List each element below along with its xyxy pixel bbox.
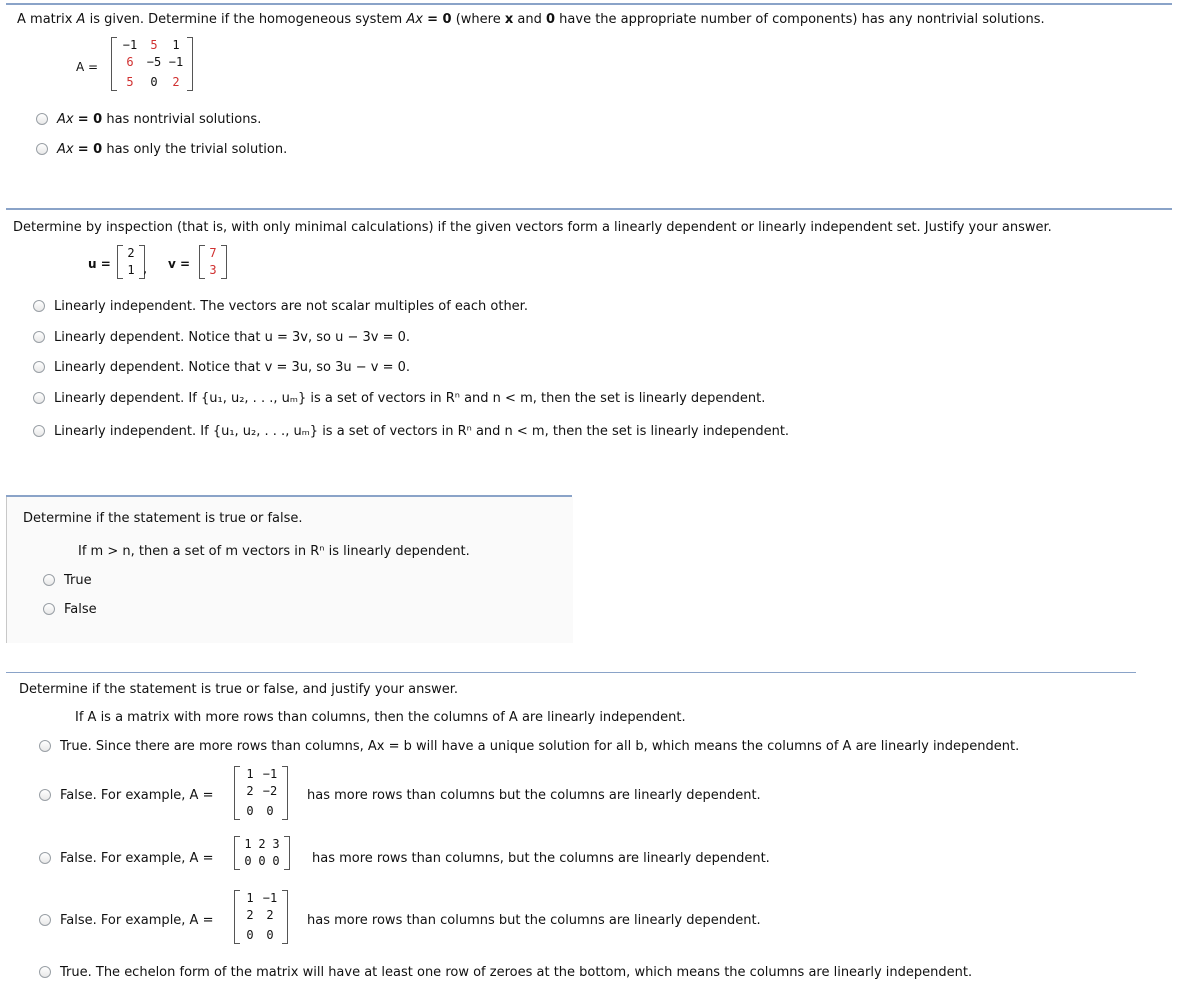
cell: 0 <box>272 854 280 868</box>
cell: 2 <box>246 908 254 922</box>
q1-m-0-1: 5 <box>150 38 158 52</box>
radio-icon[interactable] <box>39 789 51 801</box>
q3-option-true[interactable]: True <box>43 573 92 588</box>
radio-icon[interactable] <box>33 392 45 404</box>
q2-v-0: 7 <box>209 246 217 260</box>
q3-top-rule <box>6 495 572 497</box>
q1-m-0-2: 1 <box>172 38 180 52</box>
radio-icon[interactable] <box>36 113 48 125</box>
q4-prompt: Determine if the statement is true or false, and justify your answer. <box>19 682 459 697</box>
q3-prompt: Determine if the statement is true or false. <box>23 511 303 526</box>
radio-icon[interactable] <box>39 740 51 752</box>
q2-v-vector <box>199 245 227 279</box>
cell: 2 <box>246 784 254 798</box>
q1-m-2-2: 2 <box>172 75 180 89</box>
q3-statement: If m > n, then a set of m vectors in Rⁿ is linearly dependent. <box>78 544 470 559</box>
q1-m-2-0: 5 <box>126 75 134 89</box>
q1-matrix <box>111 37 193 91</box>
q2-v-1: 3 <box>209 263 217 277</box>
q2-option-4[interactable]: Linearly dependent. If {u₁, u₂, . . ., uₘ} is a set of vectors in Rⁿ and n < m, then the set is linearly dependent. <box>33 391 765 406</box>
q1-m-1-2: −1 <box>168 55 184 69</box>
q1-option-nontrivial[interactable]: Ax = 0 has nontrivial solutions. <box>36 112 261 127</box>
cell: 0 <box>266 928 274 942</box>
q2-top-rule <box>6 208 1172 210</box>
q1-m-2-1: 0 <box>150 75 158 89</box>
q4-option-3-suffix: has more rows than columns, but the columns are linearly dependent. <box>312 851 770 866</box>
q2-option-3[interactable]: Linearly dependent. Notice that v = 3u, so 3u − v = 0. <box>33 360 410 375</box>
q4-matrix-4 <box>234 890 288 944</box>
cell: 0 <box>258 854 266 868</box>
q2-comma: , <box>143 262 148 277</box>
q4-matrix-2 <box>234 766 288 820</box>
q4-option-2-suffix: has more rows than columns but the columns are linearly dependent. <box>307 788 761 803</box>
q2-u-vector <box>117 245 148 279</box>
radio-icon[interactable] <box>33 331 45 343</box>
cell: 0 <box>246 804 254 818</box>
q4-option-1[interactable]: True. Since there are more rows than columns, Ax = b will have a unique solution for all b, which means the columns of A are linearly independent. <box>39 739 1019 754</box>
q1-top-rule <box>6 3 1172 5</box>
q2-option-1[interactable]: Linearly independent. The vectors are not scalar multiples of each other. <box>33 299 528 314</box>
q2-option-5[interactable]: Linearly independent. If {u₁, u₂, . . ., uₘ} is a set of vectors in Rⁿ and n < m, then the set is linearly independent. <box>33 424 789 439</box>
q1-matrix-label: A = <box>76 60 99 74</box>
q4-option-5[interactable]: True. The echelon form of the matrix will have at least one row of zeroes at the bottom, which means the columns are linearly independent. <box>39 965 972 980</box>
q1-m-1-0: 6 <box>126 55 134 69</box>
cell: −2 <box>262 784 278 798</box>
cell: 1 <box>246 891 254 905</box>
radio-icon[interactable] <box>39 914 51 926</box>
cell: 3 <box>272 837 280 851</box>
q4-top-rule <box>6 672 1136 673</box>
cell: 1 <box>244 837 252 851</box>
q4-option-3[interactable]: False. For example, A = <box>39 851 213 866</box>
radio-icon[interactable] <box>33 425 45 437</box>
cell: −1 <box>262 767 278 781</box>
cell: −1 <box>262 891 278 905</box>
q4-option-4-suffix: has more rows than columns but the columns are linearly dependent. <box>307 913 761 928</box>
cell: 1 <box>246 767 254 781</box>
radio-icon[interactable] <box>36 143 48 155</box>
cell: 2 <box>258 837 266 851</box>
radio-icon[interactable] <box>33 361 45 373</box>
q4-matrix-3 <box>234 836 290 870</box>
q3-option-false[interactable]: False <box>43 602 97 617</box>
q2-v-label: v = <box>168 257 191 271</box>
cell: 0 <box>266 804 274 818</box>
q2-option-2[interactable]: Linearly dependent. Notice that u = 3v, so u − 3v = 0. <box>33 330 410 345</box>
q1-option-trivial[interactable]: Ax = 0 has only the trivial solution. <box>36 142 287 157</box>
q1-m-0-0: −1 <box>122 38 138 52</box>
q2-u-1: 1 <box>127 263 135 277</box>
q2-u-label: u = <box>88 257 111 271</box>
radio-icon[interactable] <box>39 852 51 864</box>
q1-m-1-1: −5 <box>146 55 162 69</box>
q2-u-0: 2 <box>127 246 135 260</box>
radio-icon[interactable] <box>39 966 51 978</box>
radio-icon[interactable] <box>43 603 55 615</box>
cell: 0 <box>244 854 252 868</box>
cell: 0 <box>246 928 254 942</box>
radio-icon[interactable] <box>43 574 55 586</box>
q4-option-2[interactable]: False. For example, A = <box>39 788 213 803</box>
q4-statement: If A is a matrix with more rows than columns, then the columns of A are linearly independent. <box>75 710 686 725</box>
radio-icon[interactable] <box>33 300 45 312</box>
cell: 2 <box>266 908 274 922</box>
q2-prompt: Determine by inspection (that is, with only minimal calculations) if the given vectors form a linearly dependent or linearly independent set. Justify your answer. <box>13 220 1052 235</box>
q1-prompt: A matrix A is given. Determine if the homogeneous system Ax = 0 (where x and 0 have the appropriate number of components) has any nontrivial solutions. <box>17 12 1045 27</box>
q4-option-4[interactable]: False. For example, A = <box>39 913 213 928</box>
